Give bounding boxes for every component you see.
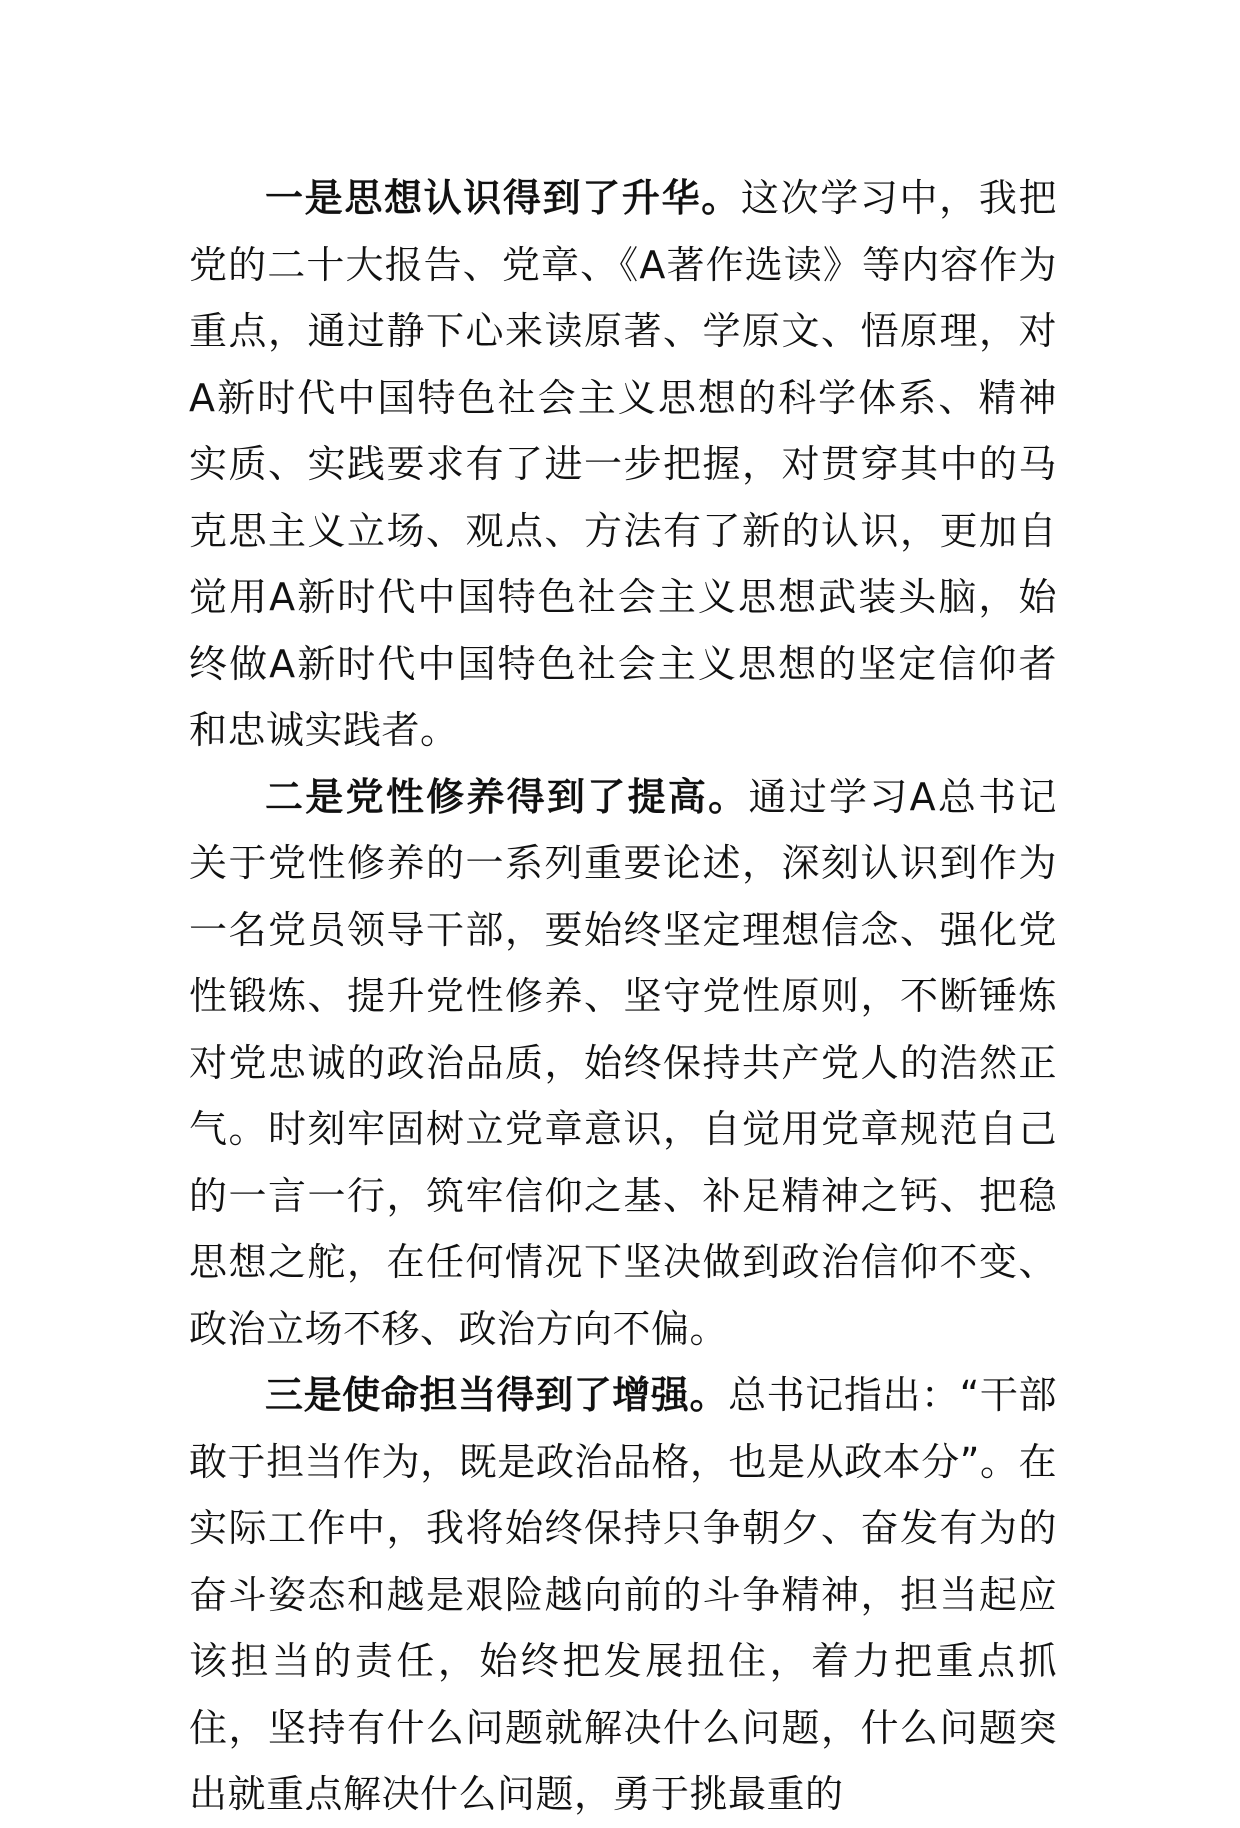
paragraph-lead: 三是使命担当得到了增强。 — [265, 1373, 729, 1417]
paragraph-thought-awareness — [189, 165, 1057, 764]
paragraph-lead: 二是党性修养得到了提高。 — [265, 774, 749, 819]
paragraph-lead: 一是思想认识得到了升华。 — [265, 176, 741, 220]
paragraph-mission-responsibility — [189, 1362, 1057, 1828]
paragraph-body: 这次学习中，我把党的二十大报告、党章、《A著作选读》等内容作为重点，通过静下心来读原著、学原文、悟原理，对A新时代中国特色社会主义思想的科学体系、精神实质、实践要求有了进一步把握，对贯穿其中的马克思主义立场、观点、方法有了新的认识，更加自觉用A新时代中国特色社会主义思想武装头脑，始终做A新时代中国特色社会主义思想的坚定信仰者和忠诚实践者。 — [189, 176, 1057, 752]
paragraph-body: 通过学习A总书记关于党性修养的一系列重要论述，深刻认识到作为一名党员领导干部，要始终坚定理想信念、强化党性锻炼、提升党性修养、坚守党性原则，不断锤炼对党忠诚的政治品质，始终保持共产党人的浩然正气。时刻牢固树立党章意识，自觉用党章规范自己的一言一行，筑牢信仰之基、补足精神之钙、把稳思想之舵，在任何情况下坚决做到政治信仰不变、政治立场不移、政治方向不偏。 — [189, 774, 1057, 1351]
document-page — [189, 165, 1057, 1828]
paragraph-party-spirit — [189, 764, 1057, 1363]
paragraph-body: 总书记指出：“干部敢于担当作为，既是政治品格，也是从政本分”。在实际工作中，我将始终保持只争朝夕、奋发有为的奋斗姿态和越是艰险越向前的斗争精神，担当起应该担当的责任，始终把发展扭住，着力把重点抓住，坚持有什么问题就解决什么问题，什么问题突出就重点解决什么问题，勇于挑最重的 — [189, 1373, 1057, 1816]
